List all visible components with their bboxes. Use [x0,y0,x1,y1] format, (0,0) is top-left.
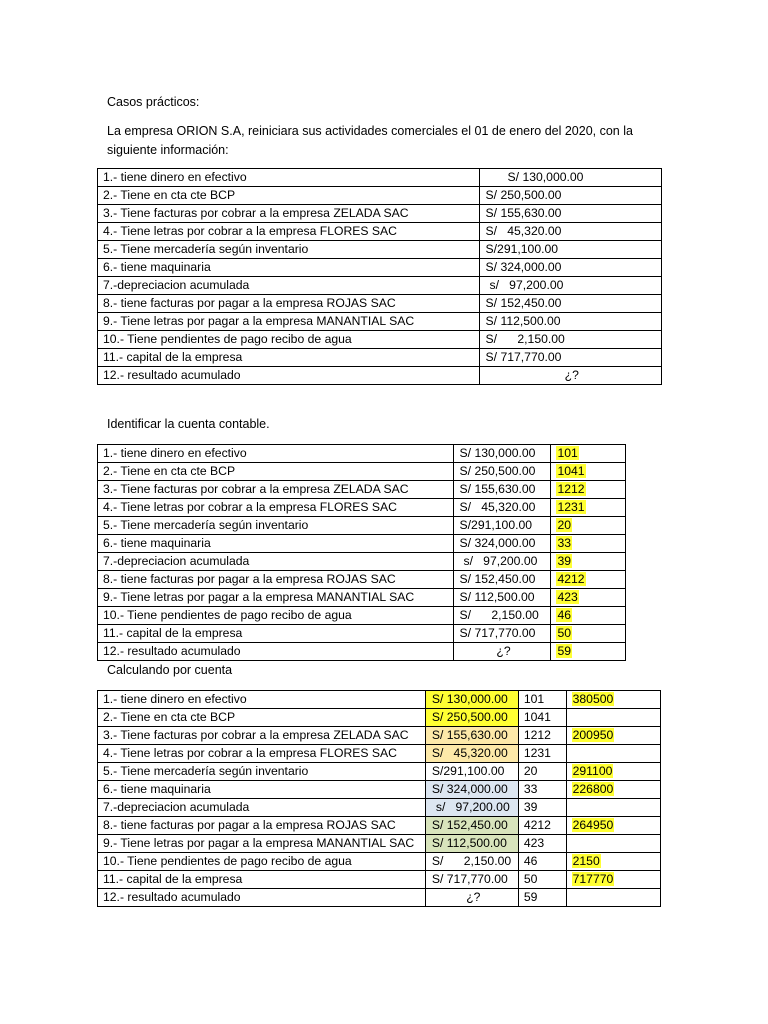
table-row [98,295,662,313]
row-account-code: 1231 [518,745,566,763]
table-row [98,277,662,295]
row-amount: S/ 250,500.00 [453,463,551,481]
table-row [98,367,662,385]
row-amount: S/ 155,630.00 [479,205,661,223]
row-total [566,745,660,763]
row-description: 12.- resultado acumulado [98,643,454,661]
row-description: 8.- tiene facturas por pagar a la empresa ROJAS SAC [98,295,480,313]
account-code-value: 1041 [557,464,585,478]
table-row [98,205,662,223]
row-amount: S/ 155,630.00 [425,727,518,745]
row-description: 11.- capital de la empresa [98,871,426,889]
table-row [98,871,661,889]
total-value: 291100 [572,764,613,778]
row-amount: S/ 130,000.00 [479,169,661,187]
row-amount: S/ 2,150.00 [425,853,518,871]
row-description: 11.- capital de la empresa [98,349,480,367]
total-value: 200950 [572,728,614,742]
row-total [566,727,660,745]
table-row [98,187,662,205]
row-total [566,835,660,853]
account-code-value: 423 [557,590,578,604]
account-code-value: 46 [557,608,571,622]
row-total [566,691,660,709]
row-total [566,781,660,799]
table-row [98,709,661,727]
row-description: 4.- Tiene letras por cobrar a la empresa FLORES SAC [98,223,480,241]
row-description: 5.- Tiene mercadería según inventario [98,517,454,535]
total-value: 380500 [572,692,614,706]
table-row [98,463,626,481]
table-row [98,763,661,781]
row-amount: S/291,100.00 [453,517,551,535]
row-amount: s/ 97,200.00 [453,553,551,571]
row-account-code: 423 [518,835,566,853]
accounts-table-2 [97,444,626,661]
table-row [98,745,661,763]
row-description: 1.- tiene dinero en efectivo [98,691,426,709]
row-account-code: 46 [518,853,566,871]
row-total [566,763,660,781]
row-description: 7.-depreciacion acumulada [98,799,426,817]
row-description: 9.- Tiene letras por pagar a la empresa MANANTIAL SAC [98,313,480,331]
intro-line-2: siguiente información: [107,143,229,157]
row-amount: S/291,100.00 [479,241,661,259]
table-row [98,481,626,499]
account-code-value: 59 [557,644,571,658]
row-description: 11.- capital de la empresa [98,625,454,643]
section-title-identify: Identificar la cuenta contable. [107,417,270,431]
row-account-code [551,517,626,535]
account-code-value: 39 [557,554,571,568]
table-row [98,607,626,625]
row-description: 4.- Tiene letras por cobrar a la empresa FLORES SAC [98,745,426,763]
row-account-code: 1212 [518,727,566,745]
row-description: 3.- Tiene facturas por cobrar a la empresa ZELADA SAC [98,481,454,499]
account-code-value: 101 [557,446,578,460]
row-account-code [551,445,626,463]
table-row [98,331,662,349]
row-account-code: 1041 [518,709,566,727]
row-account-code: 50 [518,871,566,889]
intro-line-1: La empresa ORION S.A, reiniciara sus actividades comerciales el 01 de enero del 2020, con la [107,124,633,138]
account-code-value: 33 [557,536,571,550]
row-amount: ¿? [425,889,518,907]
row-account-code [551,607,626,625]
table-row [98,781,661,799]
row-description: 8.- tiene facturas por pagar a la empresa ROJAS SAC [98,817,426,835]
table-row [98,625,626,643]
row-amount: S/ 152,450.00 [425,817,518,835]
page-heading: Casos prácticos: [107,95,200,109]
row-amount: S/ 112,500.00 [425,835,518,853]
row-account-code: 33 [518,781,566,799]
row-description: 5.- Tiene mercadería según inventario [98,763,426,781]
row-amount: S/ 717,770.00 [425,871,518,889]
section-title-calculating: Calculando por cuenta [107,663,233,677]
row-amount: S/ 324,000.00 [453,535,551,553]
row-description: 9.- Tiene letras por pagar a la empresa MANANTIAL SAC [98,835,426,853]
row-description: 9.- Tiene letras por pagar a la empresa MANANTIAL SAC [98,589,454,607]
accounts-table-1 [97,168,662,385]
table-row [98,799,661,817]
row-total [566,871,660,889]
row-amount: S/ 112,500.00 [479,313,661,331]
table-row [98,169,662,187]
total-value: 226800 [572,782,614,796]
row-description: 6.- tiene maquinaria [98,259,480,277]
row-amount: ¿? [479,367,661,385]
table-row [98,571,626,589]
row-amount: s/ 97,200.00 [479,277,661,295]
row-amount: S/ 2,150.00 [479,331,661,349]
row-account-code: 4212 [518,817,566,835]
table-row [98,889,661,907]
row-description: 7.-depreciacion acumulada [98,553,454,571]
row-amount: S/ 324,000.00 [425,781,518,799]
row-description: 6.- tiene maquinaria [98,535,454,553]
account-code-value: 1212 [557,482,585,496]
table-row [98,589,626,607]
row-amount: S/291,100.00 [425,763,518,781]
row-amount: S/ 130,000.00 [425,691,518,709]
row-description: 7.-depreciacion acumulada [98,277,480,295]
row-description: 2.- Tiene en cta cte BCP [98,709,426,727]
row-amount: S/ 45,320.00 [453,499,551,517]
account-code-value: 1231 [557,500,585,514]
row-description: 4.- Tiene letras por cobrar a la empresa FLORES SAC [98,499,454,517]
row-account-code: 20 [518,763,566,781]
row-amount: S/ 2,150.00 [453,607,551,625]
table-row [98,535,626,553]
row-amount: S/ 250,500.00 [425,709,518,727]
row-account-code [551,499,626,517]
row-amount: ¿? [453,643,551,661]
row-description: 3.- Tiene facturas por cobrar a la empresa ZELADA SAC [98,727,426,745]
table-row [98,691,661,709]
row-description: 10.- Tiene pendientes de pago recibo de agua [98,607,454,625]
table-row [98,817,661,835]
table-row [98,349,662,367]
account-code-value: 50 [557,626,571,640]
row-account-code: 39 [518,799,566,817]
row-amount: S/ 155,630.00 [453,481,551,499]
table-row [98,259,662,277]
table-row [98,727,661,745]
row-amount: s/ 97,200.00 [425,799,518,817]
account-code-value: 4212 [557,572,585,586]
row-account-code [551,571,626,589]
row-description: 12.- resultado acumulado [98,367,480,385]
row-description: 8.- tiene facturas por pagar a la empresa ROJAS SAC [98,571,454,589]
row-amount: S/ 717,770.00 [453,625,551,643]
row-amount: S/ 324,000.00 [479,259,661,277]
table-row [98,643,626,661]
table-row [98,241,662,259]
table-row [98,835,661,853]
row-account-code: 101 [518,691,566,709]
row-amount: S/ 112,500.00 [453,589,551,607]
table-row [98,223,662,241]
row-description: 2.- Tiene en cta cte BCP [98,187,480,205]
row-total [566,853,660,871]
row-amount: S/ 717,770.00 [479,349,661,367]
total-value: 2150 [572,854,600,868]
row-account-code [551,535,626,553]
total-value: 717770 [572,872,614,886]
account-code-value: 20 [557,518,571,532]
row-account-code [551,589,626,607]
row-total [566,799,660,817]
table-row [98,499,626,517]
row-description: 1.- tiene dinero en efectivo [98,445,454,463]
row-description: 3.- Tiene facturas por cobrar a la empresa ZELADA SAC [98,205,480,223]
row-account-code [551,643,626,661]
row-account-code [551,463,626,481]
table-row [98,445,626,463]
row-account-code: 59 [518,889,566,907]
row-amount: S/ 45,320.00 [425,745,518,763]
row-description: 5.- Tiene mercadería según inventario [98,241,480,259]
row-total [566,709,660,727]
row-amount: S/ 45,320.00 [479,223,661,241]
row-description: 2.- Tiene en cta cte BCP [98,463,454,481]
row-total [566,889,660,907]
row-description: 10.- Tiene pendientes de pago recibo de agua [98,331,480,349]
table-row [98,853,661,871]
total-value: 264950 [572,818,614,832]
row-account-code [551,481,626,499]
row-amount: S/ 250,500.00 [479,187,661,205]
row-amount: S/ 152,450.00 [479,295,661,313]
table-row [98,553,626,571]
row-amount: S/ 130,000.00 [453,445,551,463]
row-description: 12.- resultado acumulado [98,889,426,907]
row-total [566,817,660,835]
row-amount: S/ 152,450.00 [453,571,551,589]
row-description: 6.- tiene maquinaria [98,781,426,799]
row-description: 1.- tiene dinero en efectivo [98,169,480,187]
row-description: 10.- Tiene pendientes de pago recibo de agua [98,853,426,871]
table-row [98,313,662,331]
table-row [98,517,626,535]
row-account-code [551,553,626,571]
row-account-code [551,625,626,643]
accounts-table-3 [97,690,661,907]
